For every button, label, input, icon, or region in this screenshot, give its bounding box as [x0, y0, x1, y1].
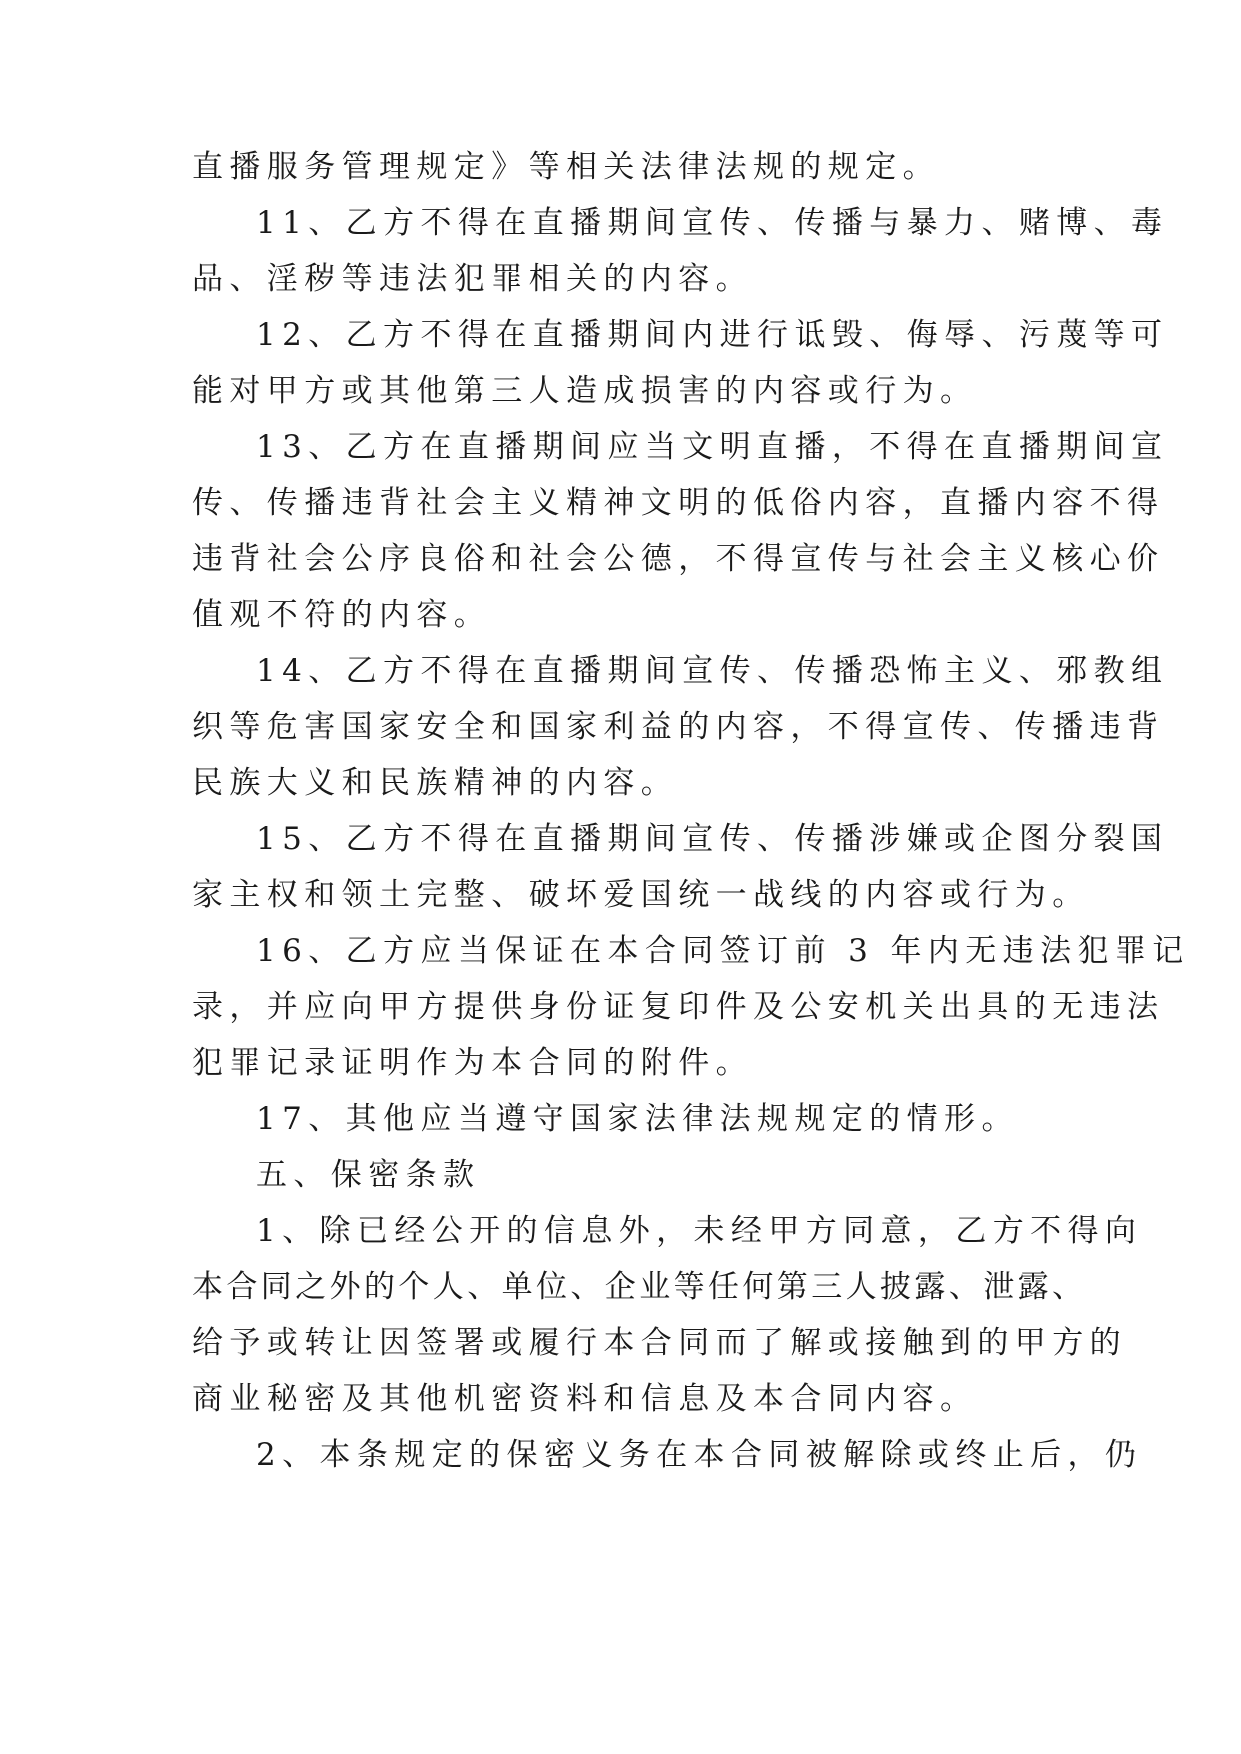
- text-line-4: 12、乙方不得在直播期间内进行诋毁、侮辱、污蔑等可: [256, 317, 1169, 353]
- text-line-5: 能对甲方或其他第三人造成损害的内容或行为。: [192, 373, 978, 409]
- section-heading: 五、保密条款: [256, 1157, 481, 1193]
- text-line-10: 14、乙方不得在直播期间宣传、传播恐怖主义、邪教组: [256, 653, 1169, 689]
- text-line-16: 录，并应向甲方提供身份证复印件及公安机关出具的无违法: [192, 989, 1165, 1025]
- text-line-6: 13、乙方在直播期间应当文明直播，不得在直播期间宣: [256, 429, 1169, 465]
- text-line-2: 11、乙方不得在直播期间宣传、传播与暴力、赌博、毒: [256, 205, 1169, 241]
- text-line-11: 织等危害国家安全和国家利益的内容，不得宣传、传播违背: [192, 709, 1165, 745]
- text-line-12: 民族大义和民族精神的内容。: [192, 765, 679, 801]
- text-line-13: 15、乙方不得在直播期间宣传、传播涉嫌或企图分裂国: [256, 821, 1169, 857]
- text-line-15: 16、乙方应当保证在本合同签订前 3 年内无违法犯罪记: [256, 933, 1190, 969]
- text-line-1: 直播服务管理规定》等相关法律法规的规定。: [192, 149, 940, 185]
- text-line-18: 17、其他应当遵守国家法律法规规定的情形。: [256, 1101, 1019, 1137]
- text-line-21: 本合同之外的个人、单位、企业等任何第三人披露、泄露、: [192, 1269, 1087, 1305]
- text-line-3: 品、淫秽等违法犯罪相关的内容。: [192, 261, 753, 297]
- text-line-14: 家主权和领土完整、破坏爱国统一战线的内容或行为。: [192, 877, 1090, 913]
- text-line-8: 违背社会公序良俗和社会公德，不得宣传与社会主义核心价: [192, 541, 1165, 577]
- text-line-9: 值观不符的内容。: [192, 597, 492, 633]
- text-line-20: 1、除已经公开的信息外，未经甲方同意，乙方不得向: [256, 1213, 1143, 1249]
- text-line-22: 给予或转让因签署或履行本合同而了解或接触到的甲方的: [192, 1325, 1127, 1361]
- text-line-23: 商业秘密及其他机密资料和信息及本合同内容。: [192, 1381, 978, 1417]
- text-line-7: 传、传播违背社会主义精神文明的低俗内容，直播内容不得: [192, 485, 1165, 521]
- text-line-24: 2、本条规定的保密义务在本合同被解除或终止后，仍: [256, 1437, 1143, 1473]
- text-line-17: 犯罪记录证明作为本合同的附件。: [192, 1045, 753, 1081]
